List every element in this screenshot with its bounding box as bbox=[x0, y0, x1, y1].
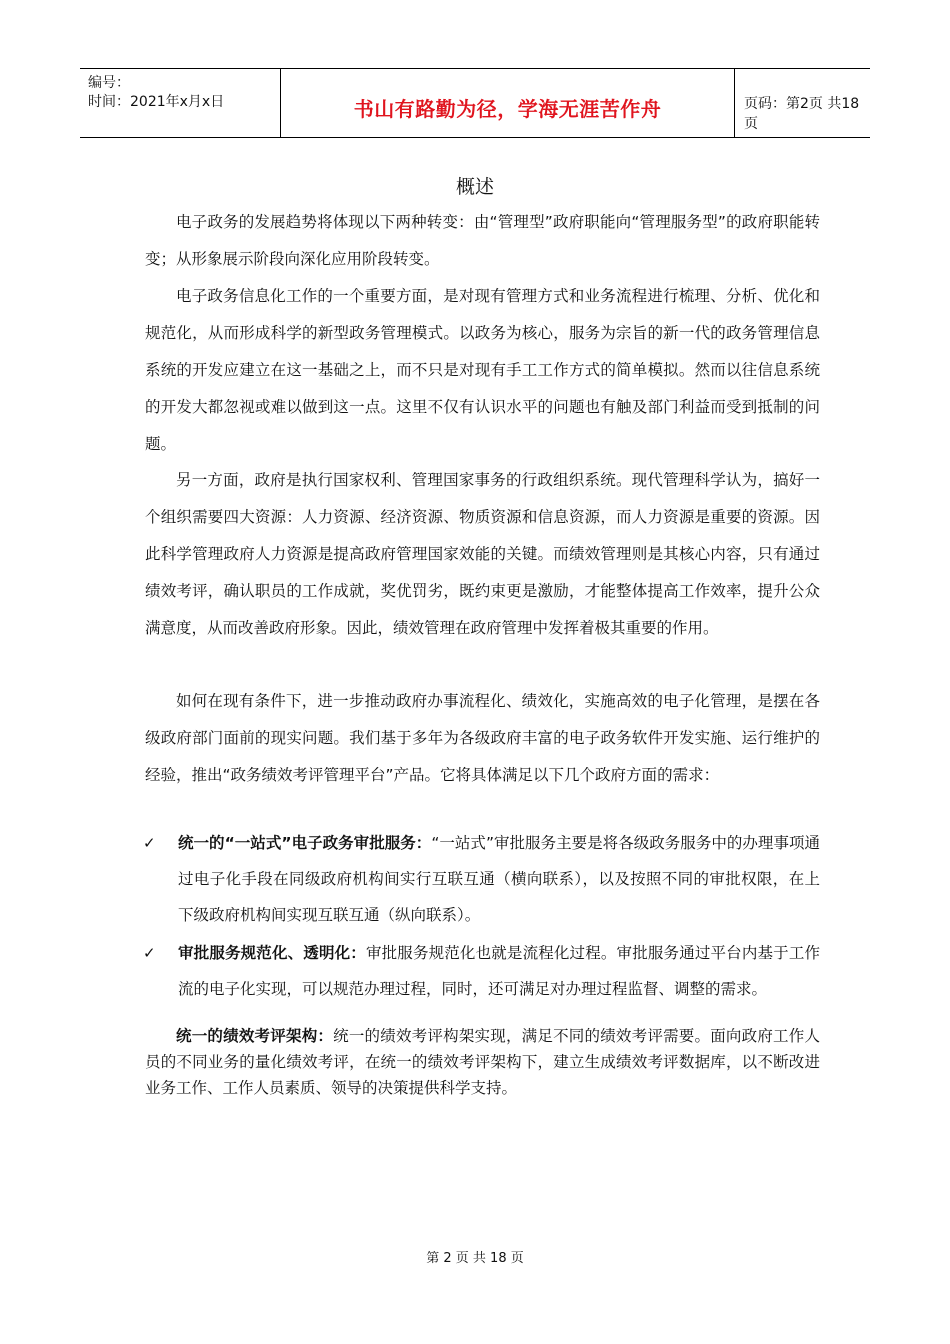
motto: 书山有路勤为径，学海无涯苦作舟 bbox=[353, 97, 662, 121]
page-info: 页码：第2页 共18页 bbox=[744, 96, 860, 132]
closing-text: 统一的绩效考评构架实现，满足不同的绩效考评需要。面向政府工作人员的不同业务的量化绩效考评，在统一的绩效考评架构下，建立生成绩效考评数据库，以不断改进业务工作、工作人员素质、领导的决策提供科学支持。 bbox=[145, 1027, 820, 1097]
bullet-heading: 审批服务规范化、透明化： bbox=[178, 944, 366, 962]
paragraph-4: 如何在现有条件下，进一步推动政府办事流程化、绩效化，实施高效的电子化管理，是摆在各级政府部门面前的现实问题。我们基于多年为各级政府丰富的电子政务软件开发实施、运行维护的经验，推出“政务绩效考评管理平台”产品。它将具体满足以下几个政府方面的需求： bbox=[145, 692, 820, 784]
paragraph-block-3 bbox=[145, 462, 820, 647]
paragraph-block-2 bbox=[145, 278, 820, 463]
header-meta-cell bbox=[80, 69, 280, 137]
paragraph-block-4 bbox=[145, 683, 820, 794]
bullet-item-2 bbox=[178, 935, 820, 1007]
check-icon: ✓ bbox=[143, 944, 156, 962]
header-motto-cell bbox=[280, 69, 735, 137]
check-icon: ✓ bbox=[143, 834, 156, 852]
header-table bbox=[80, 68, 870, 138]
time-label: 时间：2021年x月x日 bbox=[88, 94, 225, 110]
number-label: 编号： bbox=[88, 75, 130, 91]
closing-heading: 统一的绩效考评架构： bbox=[176, 1027, 334, 1045]
bullet-item-1 bbox=[178, 825, 820, 933]
document-title: 概述 bbox=[455, 176, 494, 198]
page-footer: 第 2 页 共 18 页 bbox=[426, 1251, 524, 1266]
bullet-text: 审批服务规范化也就是流程化过程。审批服务通过平台内基于工作流的电子化实现，可以规范办理过程，同时，还可满足对办理过程监督、调整的需求。 bbox=[178, 944, 820, 998]
paragraph-1: 电子政务的发展趋势将体现以下两种转变：由“管理型”政府职能向“管理服务型”的政府职能转变；从形象展示阶段向深化应用阶段转变。 bbox=[145, 213, 820, 268]
closing-paragraph bbox=[145, 1023, 820, 1101]
bullet-text: “一站式”审批服务主要是将各级政务服务中的办理事项通过电子化手段在同级政府机构间实行互联互通（横向联系），以及按照不同的审批权限，在上下级政府机构间实现互联互通（纵向联系）。 bbox=[178, 834, 820, 924]
paragraph-3: 另一方面，政府是执行国家权利、管理国家事务的行政组织系统。现代管理科学认为，搞好一个组织需要四大资源：人力资源、经济资源、物质资源和信息资源，而人力资源是重要的资源。因此科学管理政府人力资源是提高政府管理国家效能的关键。而绩效管理则是其核心内容，只有通过绩效考评，确认职员的工作成就，奖优罚劣，既约束更是激励，才能整体提高工作效率，提升公众满意度，从而改善政府形象。因此，绩效管理在政府管理中发挥着极其重要的作用。 bbox=[145, 471, 820, 637]
header-page-cell bbox=[734, 69, 870, 137]
paragraph-2: 电子政务信息化工作的一个重要方面，是对现有管理方式和业务流程进行梳理、分析、优化和规范化，从而形成科学的新型政务管理模式。以政务为核心，服务为宗旨的新一代的政务管理信息系统的开发应建立在这一基础之上，而不只是对现有手工工作方式的简单模拟。然而以往信息系统的开发大都忽视或难以做到这一点。这里不仅有认识水平的问题也有触及部门利益而受到抵制的问题。 bbox=[145, 287, 820, 453]
bullet-heading: 统一的“一站式”电子政务审批服务： bbox=[178, 834, 432, 852]
intro-block bbox=[145, 204, 820, 278]
